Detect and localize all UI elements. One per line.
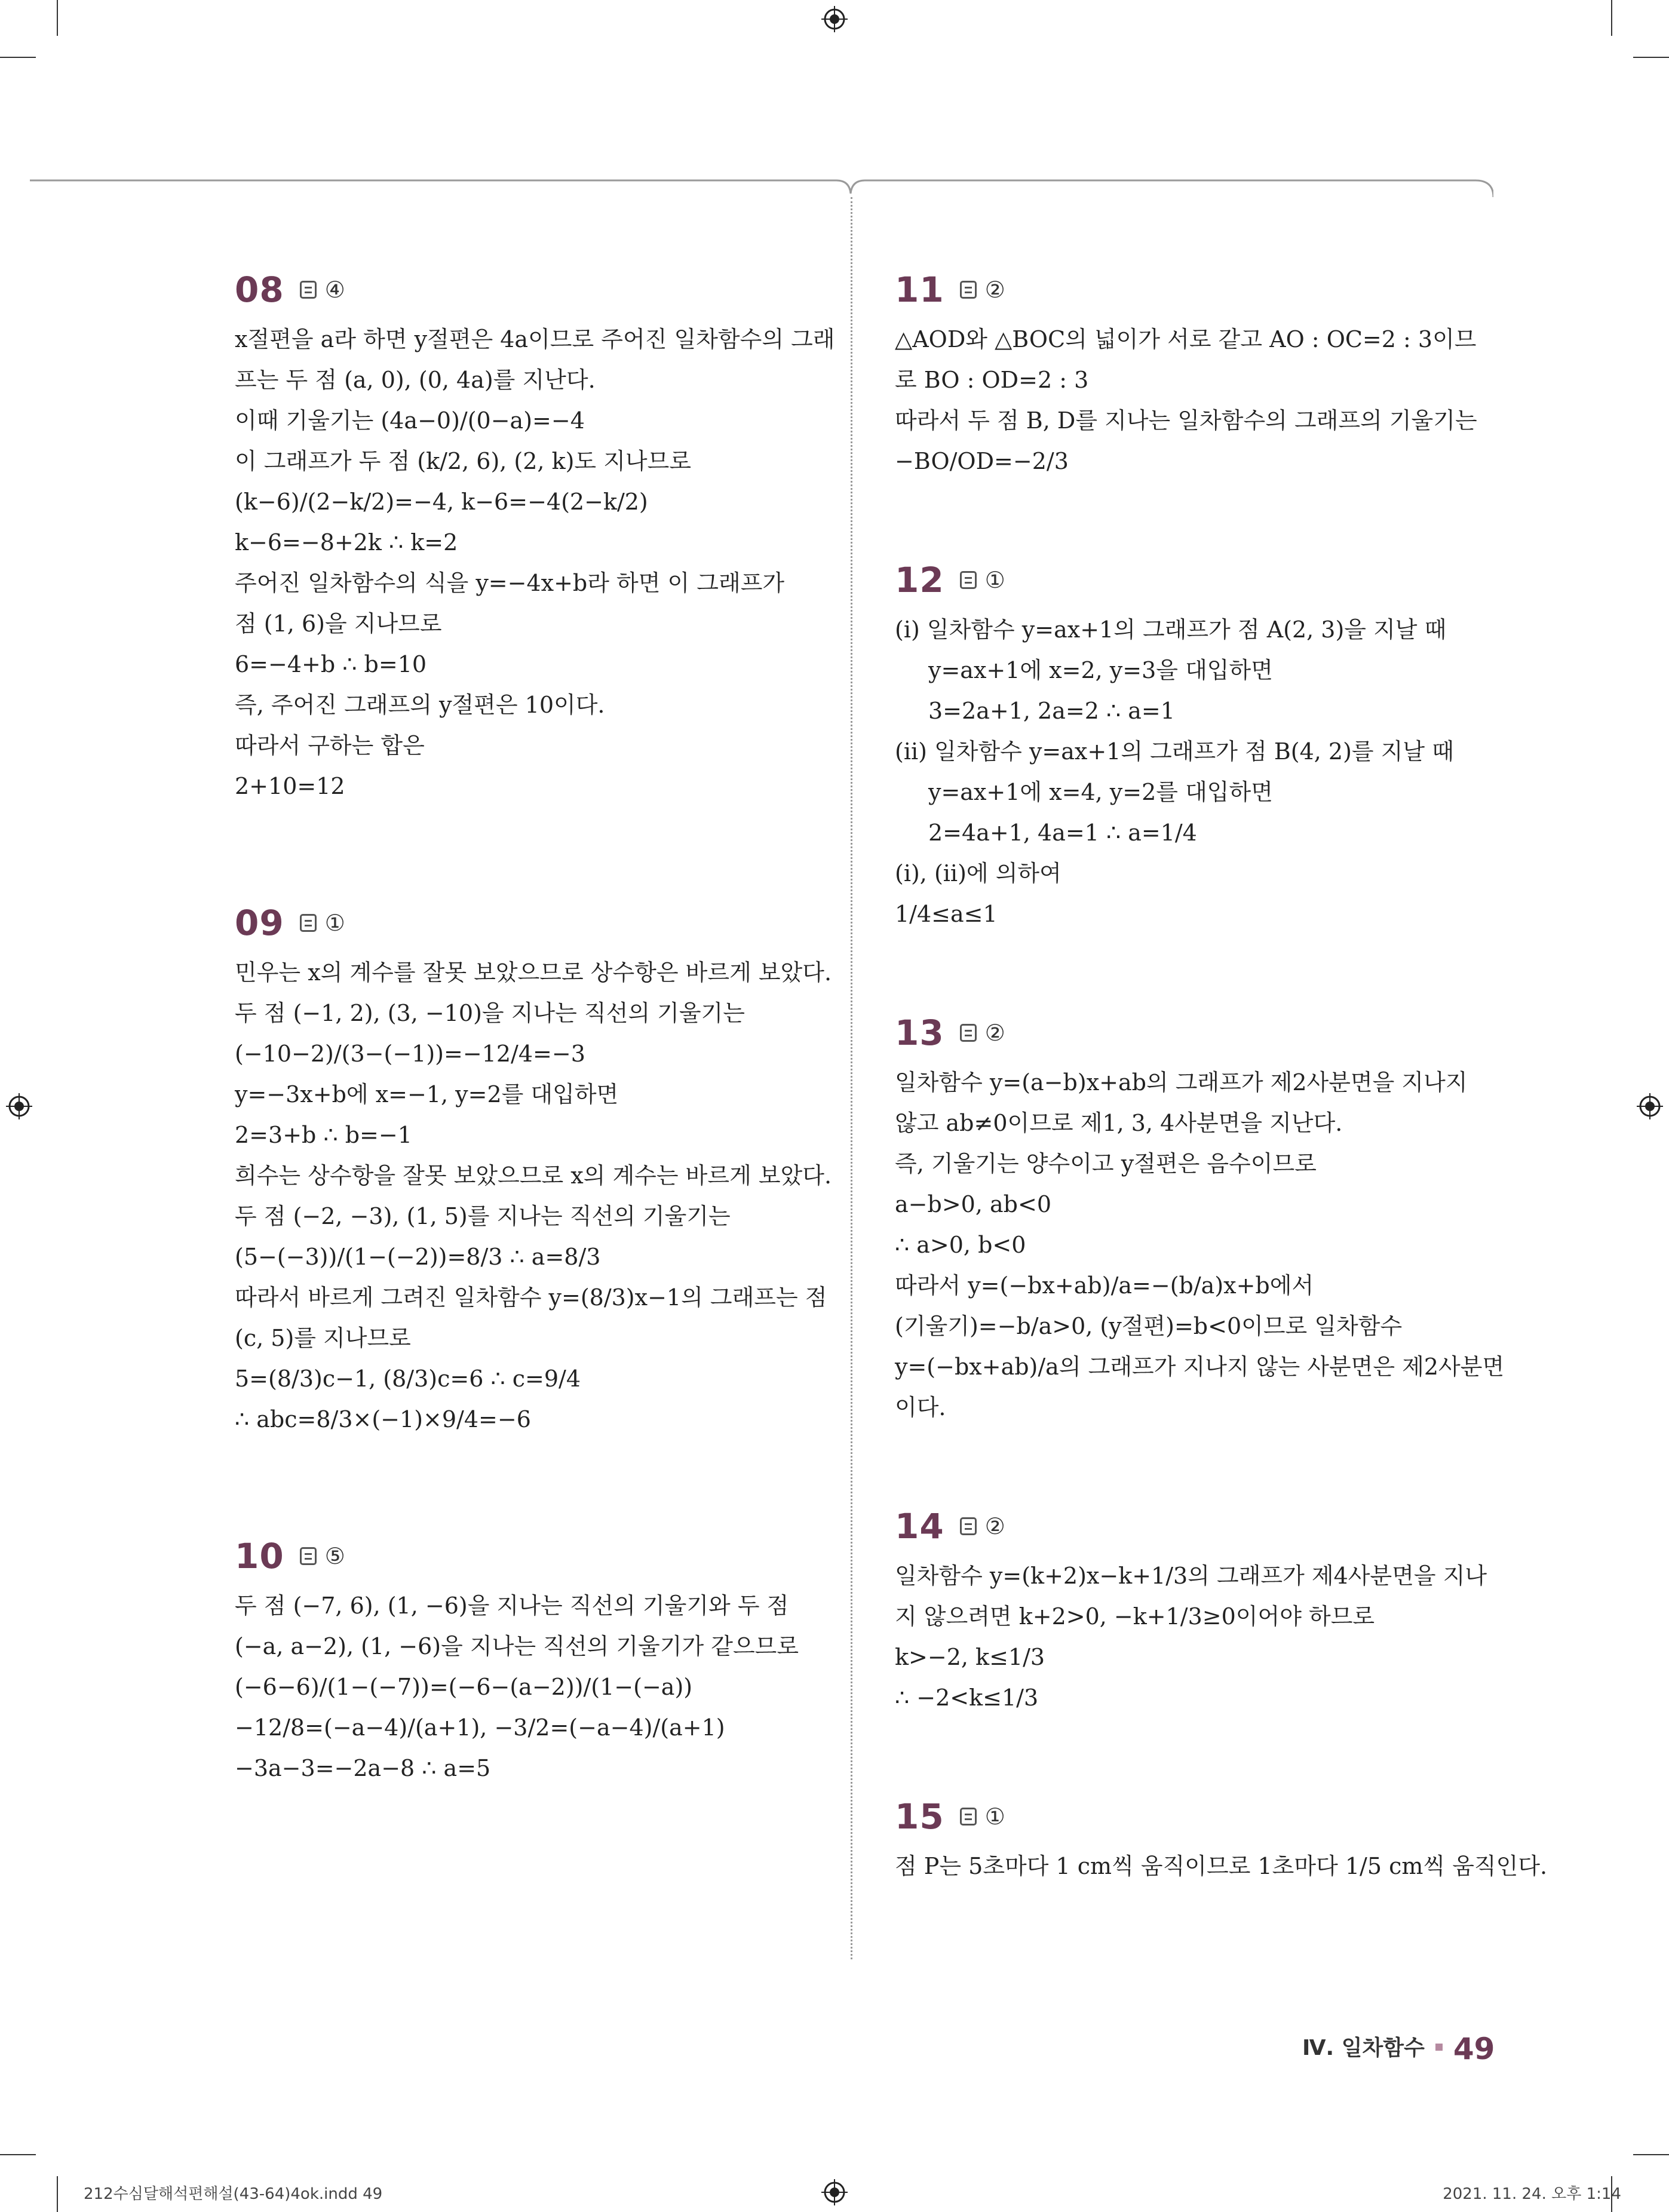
problem-number: 14 bbox=[895, 1506, 944, 1547]
solution-line: 즉, 기울기는 양수이고 y절편은 음수이므로 bbox=[895, 1151, 1317, 1177]
solution-line: 따라서 구하는 합은 bbox=[235, 732, 425, 759]
left-column bbox=[235, 263, 844, 1788]
solution-line: 2=4a+1, 4a=1 ∴ a=1/4 bbox=[928, 820, 1197, 846]
solution-line: 2=3+b ∴ b=−1 bbox=[235, 1122, 412, 1148]
answer-icon bbox=[960, 1808, 977, 1826]
problem-header bbox=[235, 1529, 844, 1583]
solution-line: 프는 두 점 (a, 0), (0, 4a)를 지난다. bbox=[235, 367, 596, 393]
solution-line: ∴ abc=8/3×(−1)×9/4=−6 bbox=[235, 1406, 531, 1432]
answer-icon bbox=[300, 281, 317, 299]
solution-line: (기울기)=−b/a>0, (y절편)=b<0이므로 일차함수 bbox=[895, 1313, 1403, 1339]
answer-choice: ④ bbox=[324, 277, 345, 303]
registration-mark-icon bbox=[1637, 1093, 1663, 1119]
section-title: Ⅳ. 일차함수 bbox=[1302, 2036, 1425, 2060]
problem-13 bbox=[895, 1006, 1504, 1428]
problem-12 bbox=[895, 553, 1504, 934]
solution-line: (−a, a−2), (1, −6)을 지나는 직선의 기울기가 같으므로 bbox=[235, 1633, 799, 1659]
answer-choice: ① bbox=[324, 910, 345, 936]
answer-choice: ① bbox=[984, 1803, 1005, 1830]
solution-line: (5−(−3))/(1−(−2))=8/3 ∴ a=8/3 bbox=[235, 1244, 601, 1270]
solution-line: k−6=−8+2k ∴ k=2 bbox=[235, 529, 458, 556]
answer-choice: ② bbox=[984, 1020, 1005, 1046]
solution-line: 5=(8/3)c−1, (8/3)c=6 ∴ c=9/4 bbox=[235, 1366, 581, 1392]
solution-line: 민우는 x의 계수를 잘못 보았으므로 상수항은 바르게 보았다. bbox=[235, 959, 832, 986]
problem-header bbox=[895, 1006, 1504, 1060]
problem-15 bbox=[895, 1790, 1548, 1886]
answer-icon bbox=[960, 571, 977, 589]
crop-mark bbox=[57, 0, 58, 36]
answer-icon bbox=[960, 1024, 977, 1042]
crop-mark bbox=[57, 2176, 58, 2212]
solution-line: 로 BO : OD=2 : 3 bbox=[895, 367, 1089, 393]
problem-header bbox=[235, 263, 844, 317]
solution-line: y=−3x+b에 x=−1, y=2를 대입하면 bbox=[235, 1081, 619, 1107]
solution-line: 이때 기울기는 (4a−0)/(0−a)=−4 bbox=[235, 407, 585, 434]
problem-number: 08 bbox=[235, 269, 284, 310]
solution-line: 1/4≤a≤1 bbox=[895, 901, 998, 927]
solution-line: 따라서 바르게 그려진 일차함수 y=(8/3)x−1의 그래프는 점 bbox=[235, 1284, 827, 1311]
registration-mark-icon bbox=[821, 6, 848, 32]
solution-line: 따라서 두 점 B, D를 지나는 일차함수의 그래프의 기울기는 bbox=[895, 407, 1477, 434]
solution-line: 두 점 (−2, −3), (1, 5)를 지나는 직선의 기울기는 bbox=[235, 1203, 731, 1229]
header-rule bbox=[30, 179, 1493, 203]
solution-line: 두 점 (−7, 6), (1, −6)을 지나는 직선의 기울기와 두 점 bbox=[235, 1593, 789, 1619]
answer-icon bbox=[300, 1547, 317, 1565]
problem-header bbox=[235, 896, 844, 950]
answer-icon bbox=[960, 281, 977, 299]
solution-line: 두 점 (−1, 2), (3, −10)을 지나는 직선의 기울기는 bbox=[235, 1000, 745, 1026]
problem-number: 12 bbox=[895, 560, 944, 600]
solution-line: (ⅱ) 일차함수 y=ax+1의 그래프가 점 B(4, 2)를 지날 때 bbox=[895, 738, 1454, 765]
solution-line: (ⅰ) 일차함수 y=ax+1의 그래프가 점 A(2, 3)을 지날 때 bbox=[895, 616, 1447, 643]
solution-line: y=ax+1에 x=2, y=3을 대입하면 bbox=[928, 657, 1273, 683]
solution-line: 2+10=12 bbox=[235, 773, 345, 799]
answer-icon bbox=[960, 1517, 977, 1535]
problem-14 bbox=[895, 1499, 1504, 1718]
page-number: 49 bbox=[1453, 2032, 1495, 2066]
solution-line: (c, 5)를 지나므로 bbox=[235, 1325, 411, 1351]
solution-line: (−6−6)/(1−(−7))=(−6−(a−2))/(1−(−a)) bbox=[235, 1674, 693, 1700]
solution-line: ∴ a>0, b<0 bbox=[895, 1232, 1026, 1258]
solution-line: 희수는 상수항을 잘못 보았으므로 x의 계수는 바르게 보았다. bbox=[235, 1162, 832, 1189]
solution-line: 점 (1, 6)을 지나므로 bbox=[235, 610, 442, 637]
problem-number: 10 bbox=[235, 1536, 284, 1576]
solution-line: 주어진 일차함수의 식을 y=−4x+b라 하면 이 그래프가 bbox=[235, 570, 785, 596]
right-column bbox=[895, 263, 1548, 1886]
solution-line: 점 P는 5초마다 1 cm씩 움직이므로 1초마다 1/5 cm씩 움직인다. bbox=[895, 1853, 1548, 1879]
problem-number: 15 bbox=[895, 1796, 944, 1837]
problem-10 bbox=[235, 1529, 844, 1788]
solution-line: 일차함수 y=(a−b)x+ab의 그래프가 제2사분면을 지나지 bbox=[895, 1069, 1468, 1096]
column-divider bbox=[851, 197, 852, 1959]
page-footer bbox=[1302, 2031, 1495, 2066]
print-timestamp: 2021. 11. 24. 오후 1:14 bbox=[1443, 2185, 1621, 2203]
file-slug: 212수심달해석편해설(43-64)4ok.indd 49 bbox=[84, 2185, 383, 2203]
answer-icon bbox=[300, 914, 317, 932]
solution-line: y=ax+1에 x=4, y=2를 대입하면 bbox=[928, 779, 1273, 805]
crop-mark bbox=[1611, 0, 1612, 36]
registration-mark-icon bbox=[821, 2179, 848, 2205]
solution-line: k>−2, k≤1/3 bbox=[895, 1644, 1045, 1670]
solution-line: (k−6)/(2−k/2)=−4, k−6=−4(2−k/2) bbox=[235, 489, 648, 515]
solution-line: a−b>0, ab<0 bbox=[895, 1191, 1051, 1217]
answer-choice: ② bbox=[984, 277, 1005, 303]
registration-mark-icon bbox=[6, 1093, 32, 1119]
solution-line: △AOD와 △BOC의 넓이가 서로 같고 AO : OC=2 : 3이므 bbox=[895, 326, 1477, 352]
problem-09 bbox=[235, 896, 844, 1440]
problem-header bbox=[895, 263, 1504, 317]
solution-line: (ⅰ), (ⅱ)에 의하여 bbox=[895, 860, 1061, 886]
solution-line: −12/8=(−a−4)/(a+1), −3/2=(−a−4)/(a+1) bbox=[235, 1714, 725, 1741]
solution-line: 즉, 주어진 그래프의 y절편은 10이다. bbox=[235, 692, 605, 718]
problem-number: 09 bbox=[235, 903, 284, 943]
solution-line: −3a−3=−2a−8 ∴ a=5 bbox=[235, 1755, 491, 1781]
solution-line: 않고 ab≠0이므로 제1, 3, 4사분면을 지난다. bbox=[895, 1110, 1343, 1136]
solution-line: 이 그래프가 두 점 (k/2, 6), (2, k)도 지나므로 bbox=[235, 448, 692, 474]
answer-choice: ② bbox=[984, 1513, 1005, 1539]
problem-header bbox=[895, 1790, 1504, 1843]
solution-line: 일차함수 y=(k+2)x−k+1/3의 그래프가 제4사분면을 지나 bbox=[895, 1563, 1487, 1589]
solution-line: 이다. bbox=[895, 1394, 946, 1421]
problem-11 bbox=[895, 263, 1504, 481]
solution-line: 3=2a+1, 2a=2 ∴ a=1 bbox=[928, 698, 1175, 724]
solution-line: y=(−bx+ab)/a의 그래프가 지나지 않는 사분면은 제2사분면 bbox=[895, 1354, 1505, 1380]
problem-header bbox=[895, 553, 1504, 607]
problem-number: 13 bbox=[895, 1013, 944, 1053]
solution-line: 따라서 y=(−bx+ab)/a=−(b/a)x+b에서 bbox=[895, 1272, 1314, 1299]
solution-line: 6=−4+b ∴ b=10 bbox=[235, 651, 427, 677]
problem-number: 11 bbox=[895, 269, 944, 310]
solution-line: (−10−2)/(3−(−1))=−12/4=−3 bbox=[235, 1041, 585, 1067]
solution-line: x절편을 a라 하면 y절편은 4a이므로 주어진 일차함수의 그래 bbox=[235, 326, 835, 352]
solution-line: −BO/OD=−2/3 bbox=[895, 448, 1069, 474]
square-bullet-icon bbox=[1435, 2044, 1443, 2051]
crop-mark bbox=[0, 2154, 36, 2155]
solution-line: ∴ −2<k≤1/3 bbox=[895, 1685, 1039, 1711]
crop-mark bbox=[1633, 2154, 1669, 2155]
crop-mark bbox=[0, 57, 36, 58]
problem-08 bbox=[235, 263, 844, 806]
answer-choice: ① bbox=[984, 567, 1005, 593]
solution-line: 지 않으려면 k+2>0, −k+1/3≥0이어야 하므로 bbox=[895, 1603, 1375, 1630]
problem-header bbox=[895, 1499, 1504, 1553]
crop-mark bbox=[1633, 57, 1669, 58]
answer-choice: ⑤ bbox=[324, 1543, 345, 1569]
